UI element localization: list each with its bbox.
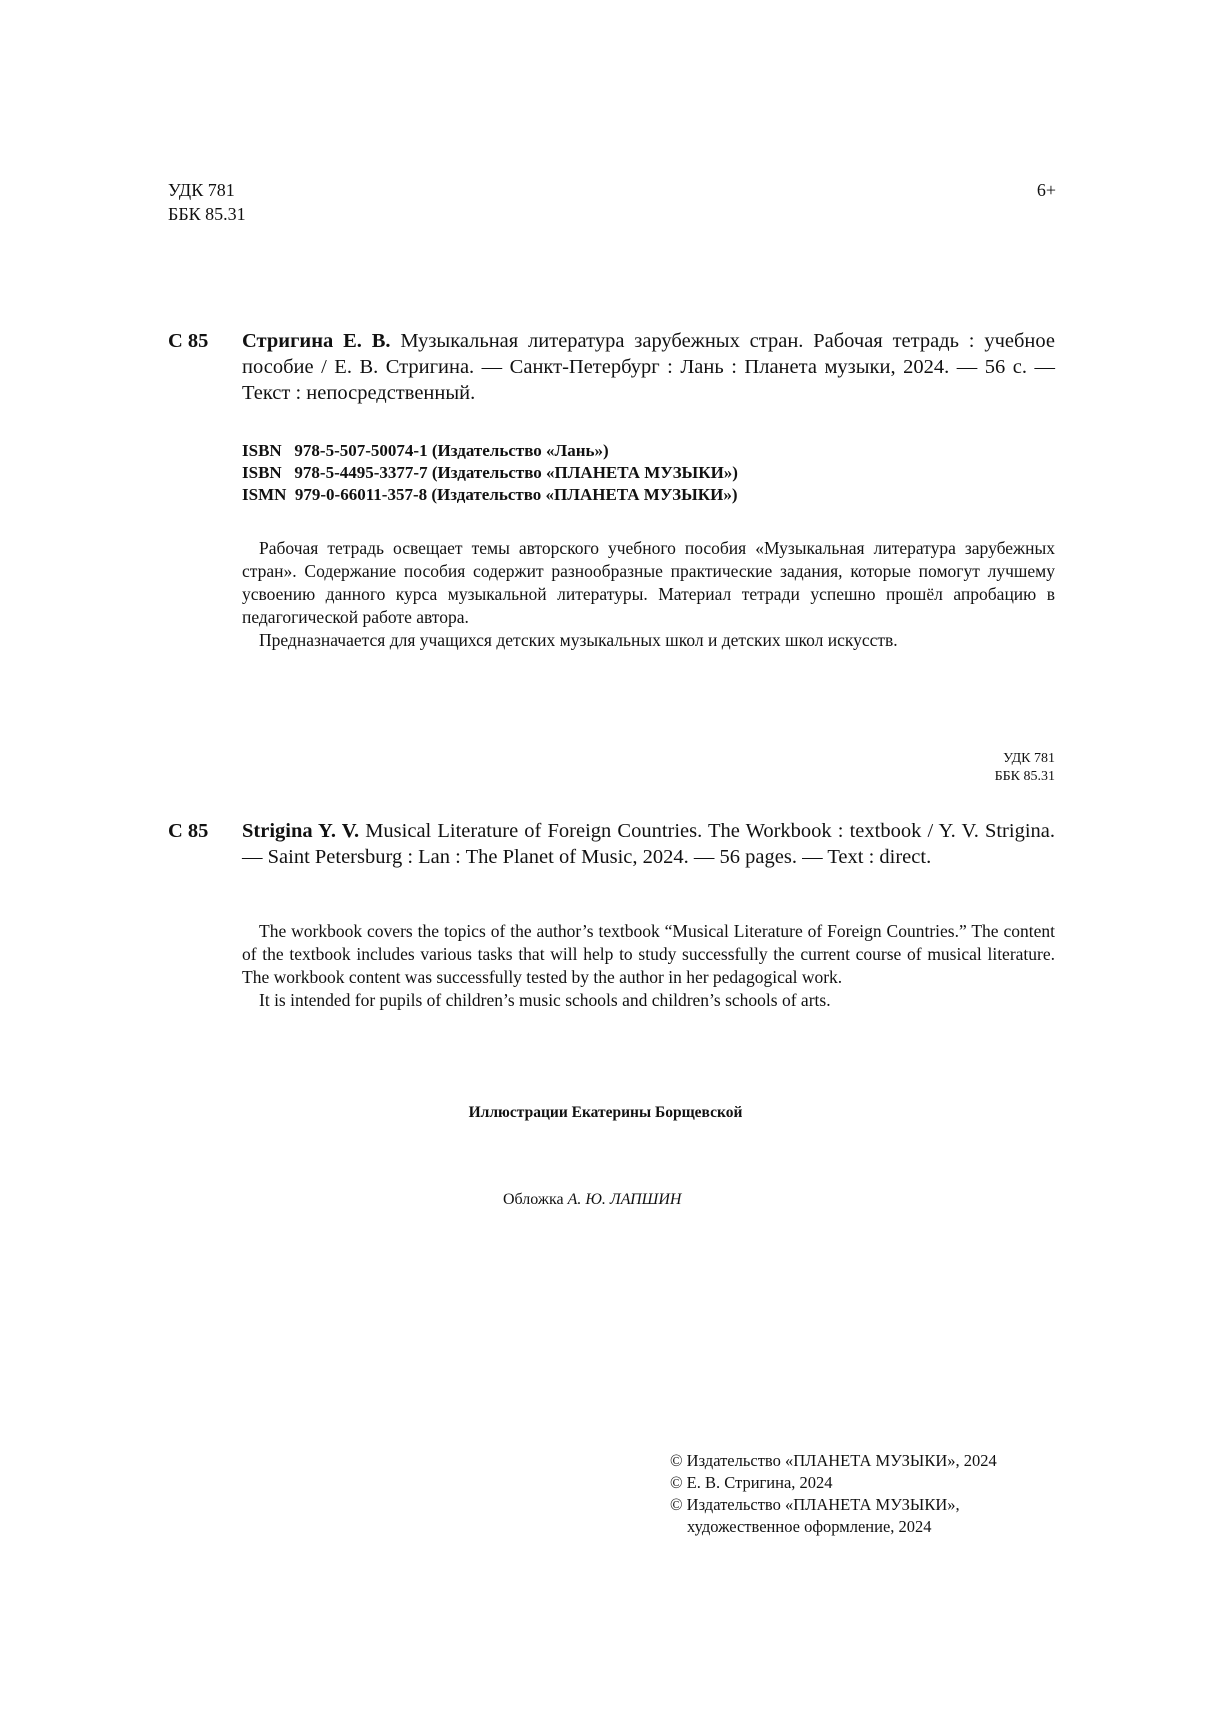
english-abstract-paragraph: The workbook covers the topics of the author’s textbook “Musical Literature of Foreign Countries.” The content of the textbook includes various tasks that will help to study successfully the current course of musical literature. The workbook content was successfully tested by the author in her pedagogical work. xyxy=(242,921,1055,987)
author-sign-code-en: С 85 xyxy=(168,820,209,842)
illustrations-credit: Иллюстрации Екатерины Борщевской xyxy=(468,1104,743,1121)
english-bibliographic-entry xyxy=(168,818,1055,870)
bbk-code: ББК 85.31 xyxy=(168,204,246,224)
english-entry-text xyxy=(242,818,1055,870)
udk-code: УДК 781 xyxy=(168,180,235,200)
copyright-line: © Е. В. Стригина, 2024 xyxy=(670,1473,833,1492)
russian-bibliographic-entry xyxy=(168,328,1055,406)
isbn-planeta: ISBN 978-5-4495-3377-7 (Издательство «ПЛАНЕТА МУЗЫКИ») xyxy=(242,463,738,482)
entry-description: Музыкальная литература зарубежных стран. Рабочая тетрадь : учебное пособие / Е. В. Стригина. — Санкт-Петербург : Лань : Планета музыки, 2024. — 56 с. — Текст : непосредственный. xyxy=(242,330,1055,404)
classification-block-top xyxy=(168,178,246,226)
english-abstract-audience: It is intended for pupils of children’s music schools and children’s schools of arts. xyxy=(259,990,831,1010)
russian-entry-text xyxy=(242,328,1055,406)
age-rating: 6+ xyxy=(1036,180,1056,200)
author-sign-code: С 85 xyxy=(168,330,209,352)
author-name: Стригина Е. В. xyxy=(242,330,391,352)
english-abstract xyxy=(242,920,1055,1012)
isbn-list xyxy=(242,440,738,506)
isbn-lan: ISBN 978-5-507-50074-1 (Издательство «Лань») xyxy=(242,441,609,460)
copyright-block xyxy=(670,1450,997,1538)
copyright-line: художественное оформление, 2024 xyxy=(687,1517,932,1536)
bbk-code-mid: ББК 85.31 xyxy=(994,769,1055,784)
russian-abstract xyxy=(242,537,1055,652)
copyright-line: © Издательство «ПЛАНЕТА МУЗЫКИ», 2024 xyxy=(670,1451,997,1470)
cover-artist: А. Ю. ЛАПШИН xyxy=(567,1191,682,1208)
copyright-line: © Издательство «ПЛАНЕТА МУЗЫКИ», xyxy=(670,1495,960,1514)
ismn-planeta: ISMN 979-0-66011-357-8 (Издательство «ПЛАНЕТА МУЗЫКИ») xyxy=(242,485,738,504)
cover-credit xyxy=(503,1191,681,1209)
classification-block-mid xyxy=(995,750,1055,786)
russian-abstract-audience: Предназначается для учащихся детских музыкальных школ и детских школ искусств. xyxy=(259,630,898,650)
author-name-en: Strigina Y. V. xyxy=(242,820,360,842)
russian-abstract-paragraph: Рабочая тетрадь освещает темы авторского учебного пособия «Музыкальная литература зарубежных стран». Содержание пособия содержит разнообразные практические задания, которые помогут лучшему усвоению данного курса музыкальной литературы. Материал тетради успешно прошёл апробацию в педагогической работе автора. xyxy=(242,538,1055,627)
entry-description-en: Musical Literature of Foreign Countries. The Workbook : textbook / Y. V. Strigina. — Saint Petersburg : Lan : The Planet of Music, 2024. — 56 pages. — Text : direct. xyxy=(242,820,1055,868)
udk-code-mid: УДК 781 xyxy=(1003,751,1055,766)
cover-label: Обложка xyxy=(503,1191,568,1208)
